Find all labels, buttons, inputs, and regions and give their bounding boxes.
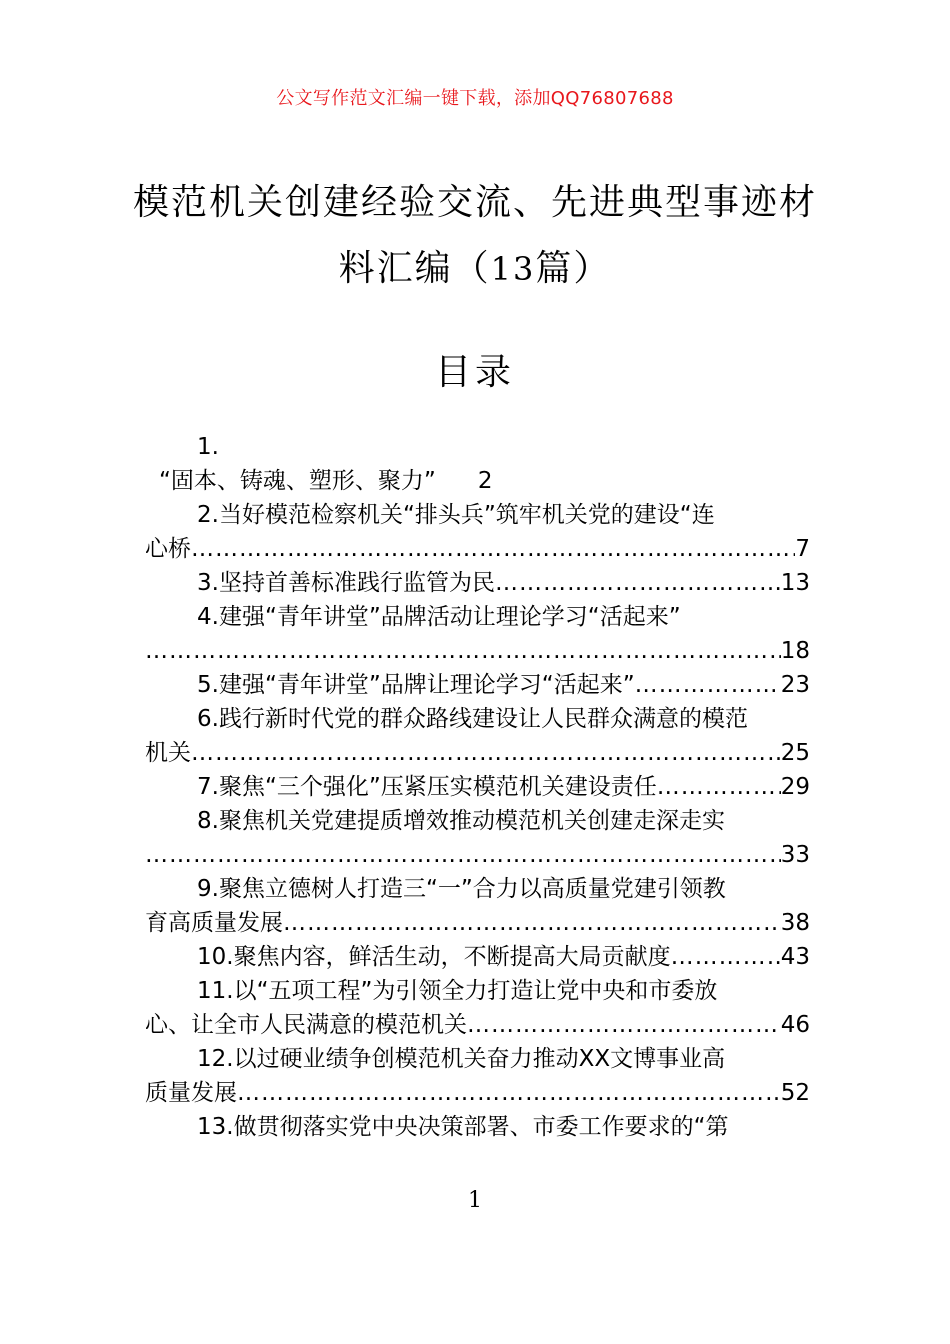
toc-item-12-tail: 质量发展: [145, 1080, 237, 1106]
promo-banner: 公文写作范文汇编一键下载，添加QQ76807688: [276, 88, 674, 109]
toc-item-8-page: 33: [780, 842, 810, 868]
toc-item-6-tail: 机关: [145, 740, 191, 766]
toc-item-10-page: 43: [780, 944, 810, 970]
toc-item-3: [145, 566, 810, 600]
leader-dots: [635, 668, 781, 702]
toc-item-11-page: 46: [780, 1012, 810, 1038]
leader-dots: [237, 1076, 781, 1110]
toc-item-1-page: 2: [477, 468, 493, 494]
toc-item-4-page: 18: [780, 638, 810, 664]
toc-item-4: 4.建强“青年讲堂”品牌活动让理论学习“活起来”: [197, 604, 681, 630]
toc-item-6: 6.践行新时代党的群众路线建设让人民群众满意的模范: [197, 706, 748, 732]
toc-item-10: [145, 940, 810, 974]
toc-item-6-cont: [145, 736, 810, 770]
toc-item-11-tail: 心、让全市人民满意的模范机关: [145, 1012, 467, 1038]
toc-item-3-page: 13: [780, 570, 810, 596]
toc-item-9-page: 38: [780, 910, 810, 936]
table-of-contents: [145, 430, 810, 1144]
leader-dots: [495, 566, 781, 600]
toc-item-2-cont: [145, 532, 810, 566]
toc-item-5-title: 5.建强“青年讲堂”品牌让理论学习“活起来”: [197, 672, 635, 698]
toc-item-10-title: 10.聚焦内容，鲜活生动，不断提高大局贡献度: [197, 944, 671, 970]
toc-heading: 目录: [434, 352, 515, 393]
toc-item-8-cont: [145, 838, 810, 872]
toc-item-12: 12.以过硬业绩争创模范机关奋力推动XX文博事业高: [197, 1046, 726, 1072]
toc-item-1: [145, 464, 810, 498]
title-suffix: 篇）: [535, 248, 612, 289]
toc-item-11: 11.以“五项工程”为引领全力打造让党中央和市委放: [197, 978, 718, 1004]
toc-item-12-cont: [145, 1076, 810, 1110]
toc-item-9-cont: [145, 906, 810, 940]
leader-dots: [671, 940, 781, 974]
title-prefix: 料汇编（: [338, 248, 491, 289]
leader-dots: [467, 1008, 781, 1042]
toc-item-2: 2.当好模范检察机关“排头兵”筑牢机关党的建设“连: [197, 502, 715, 528]
toc-item-3-title: 3.坚持首善标准践行监管为民: [197, 570, 495, 596]
toc-item-9-tail: 育高质量发展: [145, 910, 283, 936]
toc-item-1-title: “固本、铸魂、塑形、聚力”: [159, 468, 436, 494]
toc-item-13: 13.做贯彻落实党中央决策部署、市委工作要求的“第: [197, 1114, 729, 1140]
leader-dots: [145, 634, 781, 668]
toc-item-1-number: 1.: [197, 434, 219, 460]
toc-item-7-title: 7.聚焦“三个强化”压紧压实模范机关建设责任: [197, 774, 657, 800]
document-title-line-2: [0, 240, 950, 291]
toc-item-7-page: 29: [780, 774, 810, 800]
leader-dots: [191, 736, 781, 770]
leader-dots: [191, 532, 795, 566]
toc-item-5-page: 23: [780, 672, 810, 698]
toc-item-2-tail: 心桥: [145, 536, 191, 562]
toc-item-6-page: 25: [780, 740, 810, 766]
toc-item-4-cont: [145, 634, 810, 668]
page-number: 1: [468, 1188, 482, 1213]
toc-item-12-page: 52: [780, 1080, 810, 1106]
title-count: 13: [490, 250, 536, 288]
leader-dots: [283, 906, 781, 940]
document-title-line-1: 模范机关创建经验交流、先进典型事迹材: [132, 182, 817, 223]
toc-item-7: [145, 770, 810, 804]
toc-item-11-cont: [145, 1008, 810, 1042]
toc-item-8: 8.聚焦机关党建提质增效推动模范机关创建走深走实: [197, 808, 725, 834]
toc-item-9: 9.聚焦立德树人打造三“一”合力以高质量党建引领教: [197, 876, 726, 902]
leader-dots: [145, 838, 781, 872]
leader-dots: [657, 770, 781, 804]
toc-item-2-page: 7: [795, 536, 810, 562]
toc-item-5: [145, 668, 810, 702]
